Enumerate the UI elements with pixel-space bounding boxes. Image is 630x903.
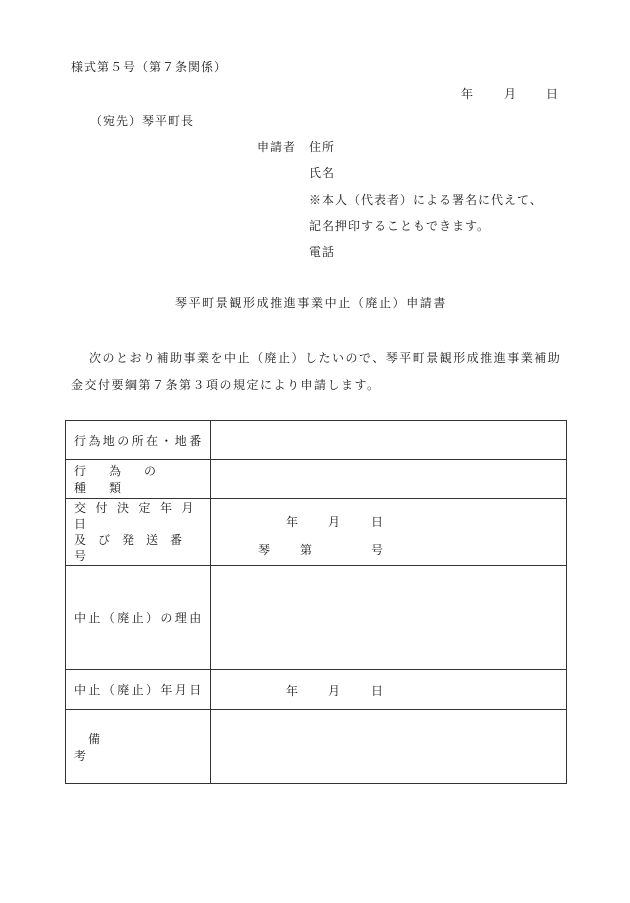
date-month-label: 月 [504, 87, 518, 101]
date-day-label: 日 [546, 87, 560, 101]
row-label-location [66, 421, 211, 460]
row-label-text: 中止（廃止）の理由 [74, 611, 204, 625]
address-label: 住所 [309, 140, 336, 154]
row-label-text: 行為地の所在・地番 [74, 433, 204, 448]
stop-date-cell[interactable] [211, 670, 567, 710]
signature-note-line1: ※本人（代表者）による署名に代えて、 [309, 193, 543, 207]
date-year-label: 年 [461, 87, 475, 101]
decision-month-label: 月 [328, 515, 341, 529]
applicant-label: 申請者 [257, 140, 297, 154]
decision-year-label: 年 [286, 515, 299, 529]
addressee: （宛先）琴平町長 [90, 114, 195, 128]
table-row [66, 460, 567, 499]
row-label-line2: 及び発送番号 [74, 533, 195, 563]
stop-month-label: 月 [328, 684, 341, 698]
go-label: 号 [371, 543, 384, 557]
table-row [66, 670, 567, 710]
row-label-reason [66, 566, 211, 670]
application-form-table [65, 420, 567, 784]
body-text: 次のとおり補助事業を中止（廃止）したいので、琴平町景観形成推進事業補助金交付要綱第７条第３項の規定により申請します。 [71, 351, 562, 392]
remarks-input-cell[interactable] [211, 710, 567, 784]
stop-day-label: 日 [371, 684, 384, 698]
dai-label: 第 [300, 543, 313, 557]
row-label-action-type [66, 460, 211, 499]
row-label-text: 備考 [74, 731, 189, 763]
decision-date-cell[interactable] [211, 499, 567, 566]
document-title: 琴平町景観形成推進事業中止（廃止）申請書 [175, 296, 448, 310]
location-input-cell[interactable] [211, 421, 567, 460]
phone-label: 電話 [309, 245, 336, 259]
signature-note-line2: 記名押印することもできます。 [309, 219, 491, 233]
row-label-stop-date [66, 670, 211, 710]
row-label-text: 中止（廃止）年月日 [74, 683, 204, 697]
koto-label: 琴 [258, 543, 271, 557]
table-row [66, 566, 567, 670]
form-number: 様式第５号（第７条関係） [71, 60, 228, 74]
table-row [66, 499, 567, 566]
table-row [66, 710, 567, 784]
table-row [66, 421, 567, 460]
row-label-remarks [66, 710, 211, 784]
row-label-line1: 交付決定年月日 [74, 501, 204, 531]
stop-year-label: 年 [286, 684, 299, 698]
decision-day-label: 日 [371, 515, 384, 529]
row-label-decision-date [66, 499, 211, 566]
row-label-text: 行為の種類 [74, 464, 180, 495]
reason-input-cell[interactable] [211, 566, 567, 670]
name-label: 氏名 [309, 166, 336, 180]
action-type-input-cell[interactable] [211, 460, 567, 499]
